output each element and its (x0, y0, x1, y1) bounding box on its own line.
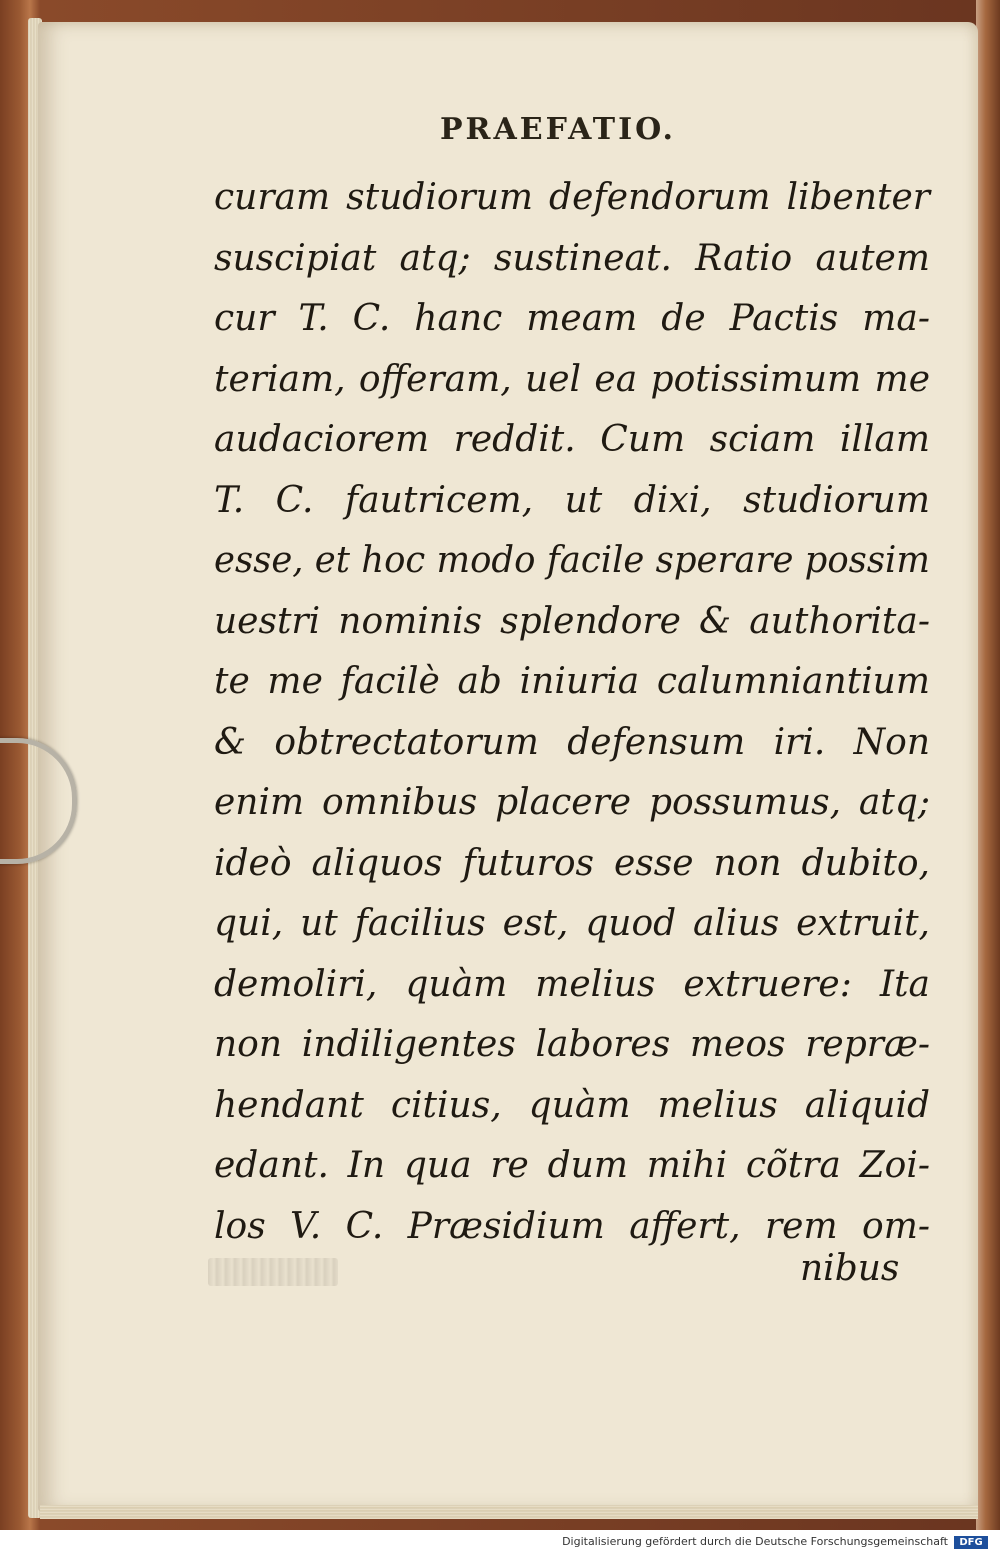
text-line: te me facilè ab iniuria calumniantium (214, 661, 930, 702)
digitization-credit: Digitalisierung gefördert durch die Deutsche Forschungsgemeinschaft (562, 1535, 948, 1548)
text-line: enim omnibus placere possumus, atq; (214, 782, 930, 823)
text-line: curam studiorum defendorum libenter (214, 177, 930, 218)
text-line: cur T. C. hanc meam de Pactis ma- (214, 298, 930, 339)
text-line: audaciorem reddit. Cum sciam illam (214, 419, 930, 460)
text-line: uestri nominis splendore & authorita- (214, 600, 930, 642)
text-line: ideò aliquos futuros esse non dubito, (214, 842, 930, 884)
catchword: nibus (800, 1248, 900, 1289)
text-line: demoliri, quàm melius extruere: Ita (214, 963, 930, 1005)
text-line: T. C. fautricem, ut dixi, studiorum (214, 479, 930, 521)
text-line: hendant citius, quàm melius aliquid (214, 1084, 930, 1126)
book-page (38, 22, 978, 1512)
text-line: suscipiat atq; sustineat. Ratio autem (214, 237, 930, 279)
text-line: non indiligentes labores meos repræ- (214, 1024, 930, 1065)
running-header: PRAEFATIO. (440, 112, 676, 147)
body-text (214, 168, 930, 1257)
text-line: los V. C. Præsidium affert, rem om- (214, 1205, 930, 1247)
page-stack-bottom-edge (40, 1505, 978, 1519)
text-line: teriam, offeram, uel ea potissimum me (214, 358, 930, 400)
text-line: esse, et hoc modo facile sperare possim (214, 540, 930, 581)
text-line: qui, ut facilius est, quod alius extruit, (214, 903, 930, 944)
dfg-logo-icon: DFG (954, 1536, 988, 1549)
ink-bleed-through (208, 1258, 338, 1286)
text-line: edant. In qua re dum mihi cõtra Zoi- (214, 1145, 930, 1186)
book-cover-edge (976, 0, 1000, 1530)
text-line: & obtrectatorum defensum iri. Non (214, 721, 930, 763)
